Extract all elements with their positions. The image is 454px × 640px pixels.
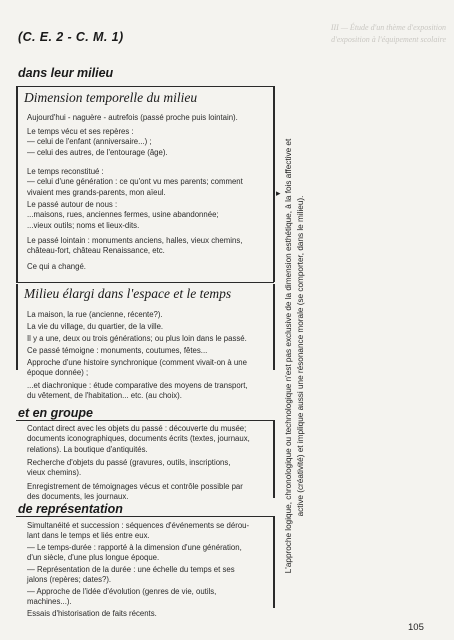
- bleed-line: III — Étude d'un thème d'exposition: [330, 23, 446, 32]
- paragraph: [27, 346, 272, 356]
- paragraph: [27, 236, 272, 257]
- text-line: machines...).: [27, 597, 72, 607]
- text-line: château-fort, château Renaissance, etc.: [27, 246, 165, 256]
- side-note-line: active (créativité) et implique aussi une résonance morale (se comporter, dans le milieu).: [296, 195, 305, 517]
- bleed-through-text: [278, 22, 446, 46]
- paragraph: [27, 262, 272, 272]
- subheading-temporelle: Dimension temporelle du milieu: [24, 90, 198, 105]
- paragraph: [27, 167, 272, 198]
- text-line: — Représentation de la durée : une échelle du temps et ses: [27, 565, 235, 574]
- paragraph: [27, 127, 272, 158]
- text-line: Approche d'une histoire synchronique (comment vivait-on à une: [27, 358, 247, 367]
- paragraph: [27, 609, 272, 619]
- text-line: relations). La boutique d'antiquités.: [27, 444, 148, 454]
- box-right-border: [273, 86, 275, 282]
- text-line: vivaient mes grands-parents, mon aïeul.: [27, 187, 166, 197]
- text-line: ...vieux outils; noms et lieux-dits.: [27, 220, 140, 230]
- section-heading-milieu: dans leur milieu: [18, 66, 114, 80]
- vertical-side-note: [283, 88, 307, 624]
- text-line: — celui de l'enfant (anniversaire...) ;: [27, 137, 152, 147]
- text-line: Aujourd'hui - naguère - autrefois (passé proche puis lointain).: [27, 113, 238, 122]
- box-right-border: [273, 516, 275, 608]
- text-line: d'un siècle, d'une plus longue époque.: [27, 553, 160, 563]
- text-line: époque donnée) ;: [27, 368, 89, 378]
- paragraph: [27, 358, 272, 379]
- subheading-milieu-elargi: Milieu élargi dans l'espace et le temps: [24, 286, 232, 301]
- box-bottom-border: [16, 282, 274, 283]
- arrow-marker-icon: ▸: [276, 188, 281, 198]
- text-line: ...maisons, rues, anciennes fermes, usine abandonnée;: [27, 210, 219, 220]
- paragraph: [27, 587, 272, 608]
- paragraph: [27, 458, 272, 479]
- paragraph: [27, 381, 272, 402]
- paragraph: [27, 543, 272, 564]
- text-line: — celui d'une génération : ce qu'ont vu mes parents; comment: [27, 177, 243, 187]
- paragraph: [27, 322, 272, 332]
- text-line: Le passé lointain : monuments anciens, halles, vieux chemins,: [27, 236, 243, 245]
- side-note-line: L'approche logique, chronologique ou technologique n'est pas exclusive de la dimension esthétique, à la fois affective et: [284, 138, 293, 574]
- paragraph: [27, 565, 272, 586]
- paragraph: [27, 521, 272, 542]
- paragraph: [27, 113, 272, 123]
- text-line: du vêtement, de l'habitation... etc. (au choix).: [27, 391, 182, 401]
- box-right-border: [273, 420, 275, 498]
- text-line: La vie du village, du quartier, de la ville.: [27, 322, 164, 331]
- text-line: documents iconographiques, documents écrits (textes, journaux,: [27, 434, 250, 444]
- section-rule: [16, 516, 274, 517]
- text-line: Il y a une, deux ou trois générations; ou plus loin dans le passé.: [27, 334, 247, 343]
- text-line: — Le temps-durée : rapporté à la dimension d'une génération,: [27, 543, 242, 552]
- box-top-border: [16, 86, 274, 87]
- text-line: vieux chemins).: [27, 468, 82, 478]
- text-line: Le passé autour de nous :: [27, 200, 118, 209]
- text-line: lant dans le temps et liés entre eux.: [27, 531, 150, 541]
- paragraph: [27, 310, 272, 320]
- text-line: Essais d'historisation de faits récents.: [27, 609, 157, 618]
- box-left-border: [16, 86, 18, 282]
- paragraph: [27, 200, 272, 231]
- page-number: 105: [408, 622, 424, 633]
- text-line: Simultanéité et succession : séquences d'événements se dérou-: [27, 521, 250, 530]
- text-line: jalons (repères; dates?).: [27, 575, 112, 585]
- box-left-border: [16, 284, 18, 370]
- paragraph: [27, 424, 272, 455]
- text-line: Le temps vécu et ses repères :: [27, 127, 134, 136]
- paragraph: [27, 334, 272, 344]
- paragraph: [27, 482, 272, 503]
- text-line: Enregistrement de témoignages vécus et contrôle possible par: [27, 482, 243, 491]
- section-rule: [16, 420, 274, 421]
- section-heading-groupe: et en groupe: [18, 406, 94, 420]
- text-line: des documents, les journaux.: [27, 492, 129, 502]
- text-line: — Approche de l'idée d'évolution (genres de vie, outils,: [27, 587, 217, 596]
- text-line: Le temps reconstitué :: [27, 167, 104, 176]
- bleed-line: d'exposition à l'équipement scolaire: [331, 35, 446, 44]
- box-right-border: [273, 284, 275, 370]
- text-line: — celui des autres, de l'entourage (âge).: [27, 147, 168, 157]
- text-line: Ce qui a changé.: [27, 262, 86, 271]
- text-line: Recherche d'objets du passé (gravures, outils, inscriptions,: [27, 458, 231, 467]
- page-header: (C. E. 2 - C. M. 1): [18, 30, 124, 44]
- text-line: Contact direct avec les objets du passé : découverte du musée;: [27, 424, 247, 433]
- text-line: Ce passé témoigne : monuments, coutumes, fêtes...: [27, 346, 208, 355]
- section-heading-representation: de représentation: [18, 502, 123, 516]
- text-line: ...et diachronique : étude comparative des moyens de transport,: [27, 381, 248, 390]
- text-line: La maison, la rue (ancienne, récente?).: [27, 310, 163, 319]
